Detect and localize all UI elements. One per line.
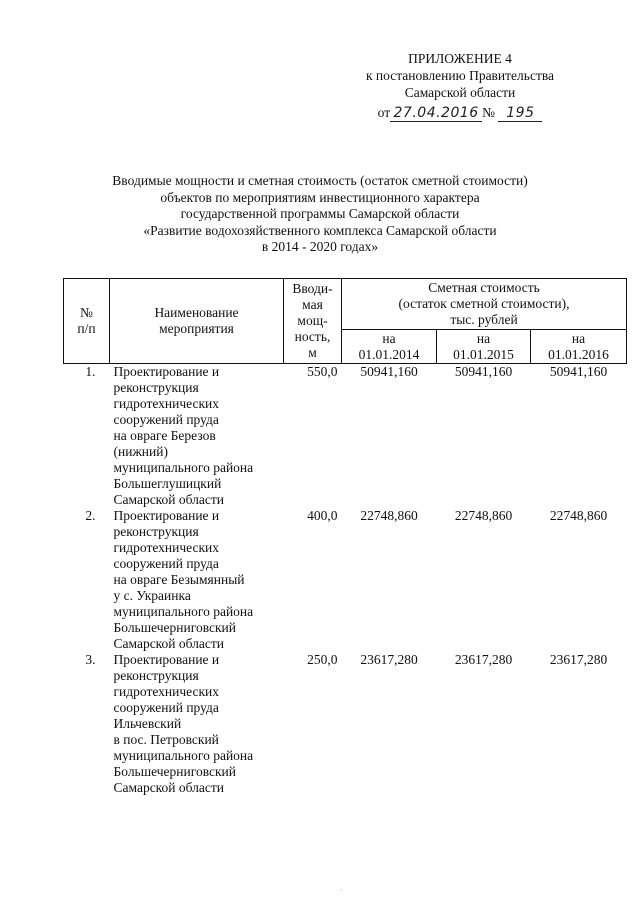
table-row (64, 364, 627, 509)
page-mark: · (340, 886, 343, 895)
row-name: Проектирование и реконструкция гидротехнических сооружений пруда на овраге Березов (нижний) муниципального района Большеглушицкий Самарской области (113, 364, 254, 507)
document-heading (60, 173, 580, 256)
table-row (64, 508, 627, 652)
heading-line5: в 2014 - 2020 годах» (261, 239, 379, 254)
row-cost-2015: 23617,280 (454, 652, 513, 667)
row-cost-2016: 50941,160 (549, 364, 608, 379)
header-capacity: Вводи- мая мощ- ность, м (284, 279, 342, 364)
row-capacity: 400,0 (307, 508, 338, 523)
handwritten-date: 27.04.2016 (390, 106, 482, 122)
row-num: 2. (85, 508, 96, 523)
row-cost-2014: 22748,860 (360, 508, 418, 523)
header-name: Наименование мероприятия (110, 279, 284, 364)
appendix-date-line (340, 104, 580, 122)
appendix-line1: к постановлению Правительства (365, 68, 555, 83)
appendix-block (340, 50, 580, 122)
header-num: № п/п (64, 279, 110, 364)
number-label: № (482, 105, 495, 120)
heading-line2: объектов по мероприятиям инвестиционного характера (160, 189, 480, 205)
appendix-title: ПРИЛОЖЕНИЕ 4 (408, 51, 512, 66)
row-name: Проектирование и реконструкция гидротехнических сооружений пруда на овраге Безымянный у с. Украинка муниципального района Большечерниговский Самарской области (113, 508, 254, 651)
heading-line1: Вводимые мощности и сметная стоимость (остаток сметной стоимости) (112, 173, 528, 188)
row-cost-2016: 22748,860 (549, 508, 608, 523)
row-cost-2015: 50941,160 (454, 364, 513, 379)
handwritten-number: 195 (498, 106, 542, 122)
heading-line4: «Развитие водохозяйственного комплекса Самарской области (143, 222, 497, 238)
row-cost-2015: 22748,860 (454, 508, 513, 523)
appendix-line2: Самарской области (404, 85, 516, 100)
row-cost-2016: 23617,280 (549, 652, 608, 667)
row-capacity: 250,0 (307, 652, 338, 667)
row-cost-2014: 23617,280 (360, 652, 418, 667)
table-row (64, 652, 627, 796)
row-name: Проектирование и реконструкция гидротехнических сооружений пруда Ильчевский в пос. Петровский муниципального района Большечерниговский Самарской области (113, 652, 254, 795)
cost-table (63, 278, 627, 796)
header-date-2015: на 01.01.2015 (437, 330, 531, 364)
appendix-prefix: от (377, 105, 391, 120)
header-date-2016: на 01.01.2016 (531, 330, 627, 364)
header-cost: Сметная стоимость (остаток сметной стоимости), тыс. рублей (342, 279, 627, 330)
row-num: 1. (85, 364, 96, 379)
row-num: 3. (85, 652, 96, 667)
heading-line3: государственной программы Самарской области (180, 206, 460, 221)
row-capacity: 550,0 (307, 364, 338, 379)
header-date-2014: на 01.01.2014 (342, 330, 437, 364)
row-cost-2014: 50941,160 (360, 364, 418, 379)
